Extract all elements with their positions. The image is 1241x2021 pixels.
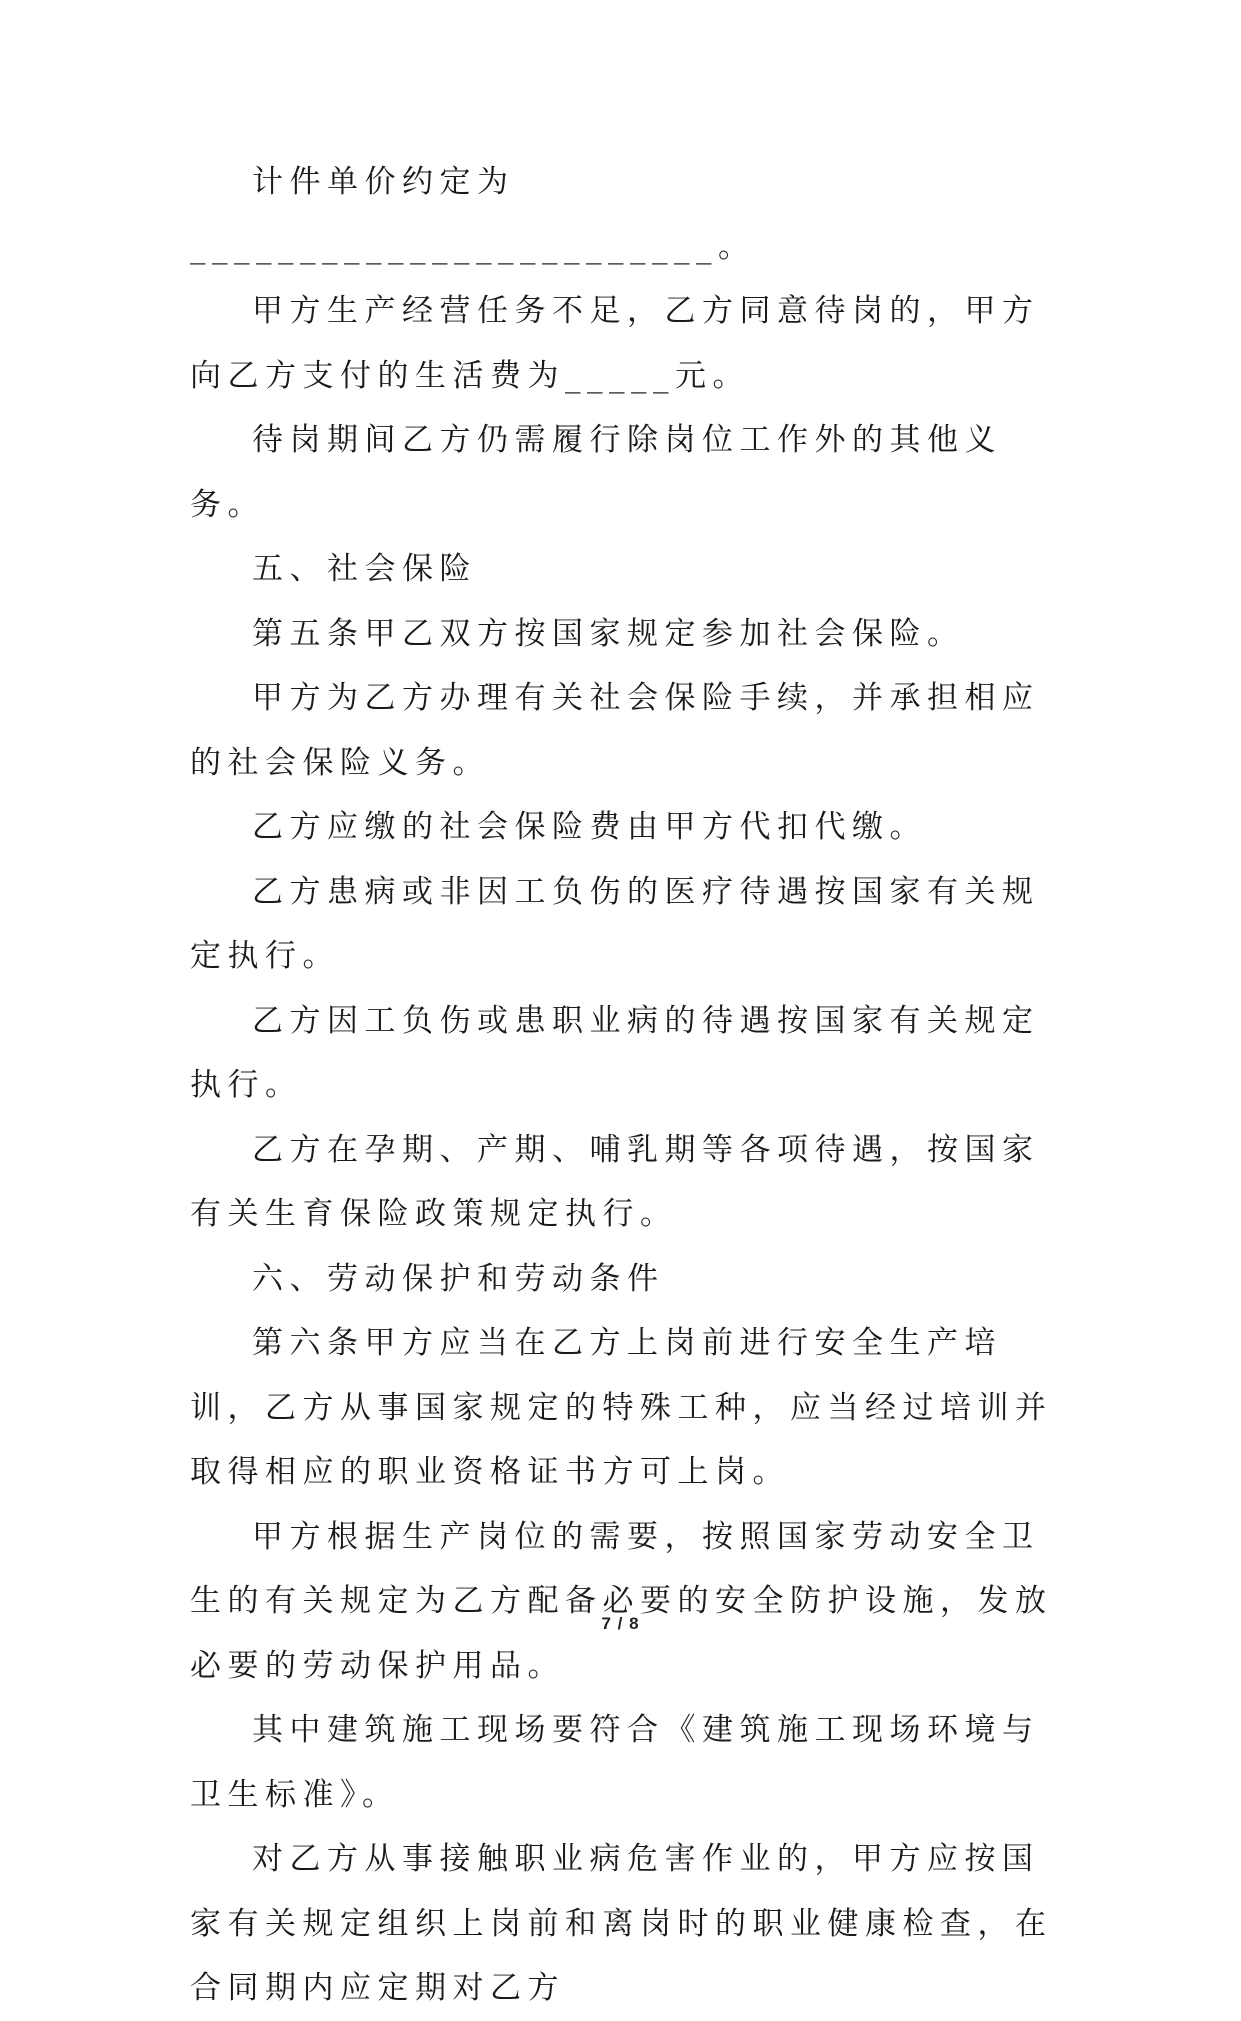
paragraph-illness-treatment: 乙方患病或非因工负伤的医疗待遇按国家有关规定执行。: [190, 873, 1040, 974]
paragraph-work-injury: 乙方因工负伤或患职业病的待遇按国家有关规定执行。: [190, 1002, 1040, 1103]
paragraph-health-check: 对乙方从事接触职业病危害作业的，甲方应按国家有关规定组织上岗前和离岗时的职业健康检查，在合同期内应定期对乙方: [190, 1841, 1053, 2006]
section-heading-labor-protection: 六、劳动保护和劳动条件: [252, 1260, 665, 1297]
paragraph-maternity: 乙方在孕期、产期、哺乳期等各项待遇，按国家有关生育保险政策规定执行。: [190, 1131, 1040, 1232]
paragraph-standby-duties: 待岗期间乙方仍需履行除岗位工作外的其他义务。: [190, 422, 1002, 523]
paragraph-protective-equipment: 甲方根据生产岗位的需要，按照国家劳动安全卫生的有关规定为乙方配备必要的安全防护设施，发放必要的劳动保护用品。: [190, 1518, 1053, 1684]
paragraph-piece-rate: 计件单价约定为________________________。: [190, 164, 756, 265]
section-heading-social-insurance: 五、社会保险: [252, 551, 477, 587]
document-body: [190, 150, 1060, 2021]
paragraph-construction-standard: 其中建筑施工现场要符合《建筑施工现场环境与卫生标准》。: [190, 1712, 1040, 1813]
paragraph-standby-allowance: 甲方生产经营任务不足，乙方同意待岗的，甲方向乙方支付的生活费为_____元。: [190, 293, 1040, 394]
paragraph-article-6: 第六条甲方应当在乙方上岗前进行安全生产培训，乙方从事国家规定的特殊工种，应当经过培训并取得相应的职业资格证书方可上岗。: [190, 1325, 1053, 1490]
paragraph-insurance-procedures: 甲方为乙方办理有关社会保险手续，并承担相应的社会保险义务。: [190, 680, 1040, 781]
paragraph-insurance-withholding: 乙方应缴的社会保险费由甲方代扣代缴。: [252, 809, 927, 845]
page-number: 7 / 8: [601, 1614, 640, 1633]
paragraph-article-5: 第五条甲乙双方按国家规定参加社会保险。: [252, 615, 965, 652]
